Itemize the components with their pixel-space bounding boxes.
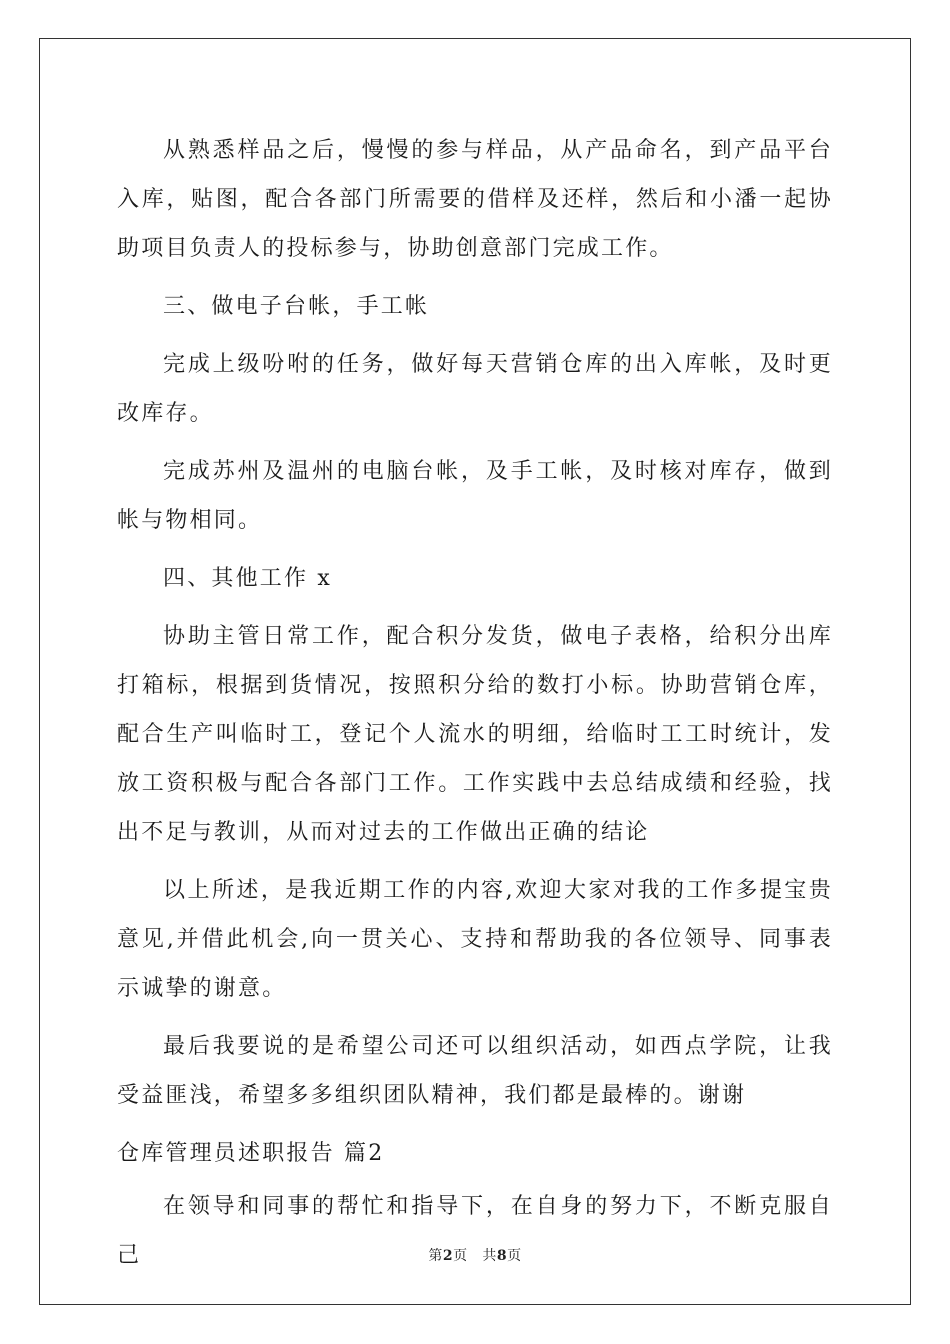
article-title: 仓库管理员述职报告 篇2 [117,1141,385,1166]
document-body [117,126,833,1289]
footer-total-prefix: 共 [482,1248,497,1264]
paragraph: 完成上级吩咐的任务，做好每天营销仓库的出入库帐，及时更改库存。 [117,352,833,426]
paragraph: 最后我要说的是希望公司还可以组织活动，如西点学院，让我受益匪浅，希望多多组织团队精神，我们都是最棒的。谢谢 [117,1034,833,1108]
section-heading: 三、做电子台帐，手工帐 [163,294,430,319]
paragraph: 协助主管日常工作，配合积分发货，做电子表格，给积分出库打箱标，根据到货情况，按照积分给的数打小标。协助营销仓库，配合生产叫临时工，登记个人流水的明细，给临时工工时统计，发放工资积极与配合各部门工作。工作实践中去总结成绩和经验，找出不足与教训，从而对过去的工作做出正确的结论 [117,624,833,845]
total-pages-number: 8 [496,1248,508,1264]
current-page-number: 2 [442,1248,454,1264]
footer-page-suffix: 页 [453,1248,468,1264]
footer-total-suffix: 页 [507,1248,522,1264]
paragraph: 在领导和同事的帮忙和指导下，在自身的努力下，不断克服自己 [117,1194,833,1268]
footer-prefix: 第 [428,1248,443,1264]
paragraph: 以上所述，是我近期工作的内容,欢迎大家对我的工作多提宝贵意见,并借此机会,向一贯关心、支持和帮助我的各位领导、同事表示诚挚的谢意。 [117,878,833,1001]
paragraph: 完成苏州及温州的电脑台帐，及手工帐，及时核对库存，做到帐与物相同。 [117,459,833,533]
paragraph: 从熟悉样品之后，慢慢的参与样品，从产品命名，到产品平台入库，贴图，配合各部门所需要的借样及还样，然后和小潘一起协助项目负责人的投标参与，协助创意部门完成工作。 [117,138,833,261]
page-footer [0,1245,950,1265]
section-heading: 四、其他工作 x [163,566,333,591]
